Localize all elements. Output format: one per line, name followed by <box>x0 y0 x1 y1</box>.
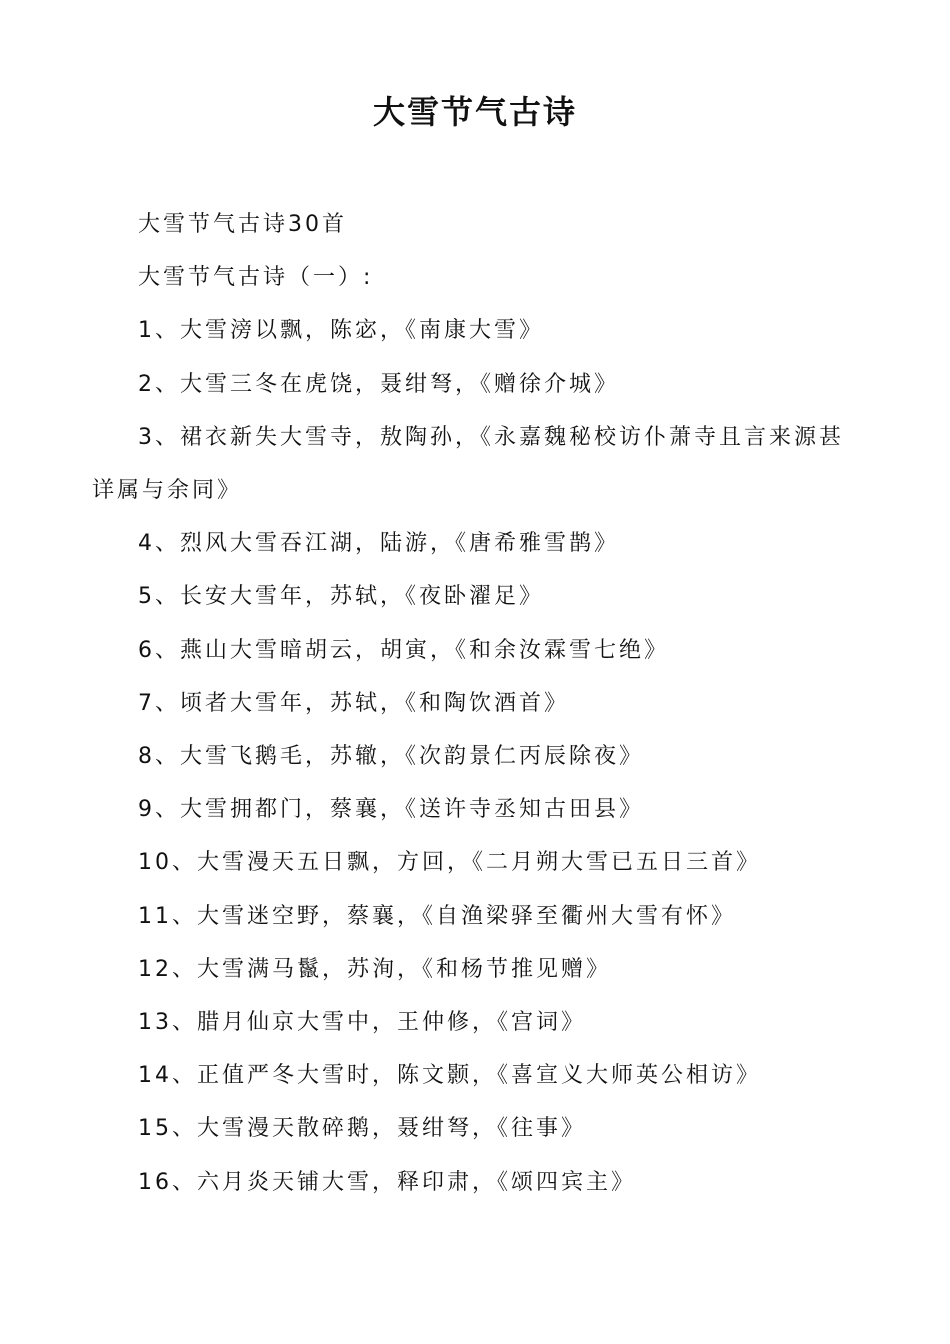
document-title: 大雪节气古诗 <box>372 93 577 131</box>
poem-line-11: 11、大雪迷空野，蔡襄，《自渔梁驿至衢州大雪有怀》 <box>138 903 736 929</box>
poem-line-5: 5、长安大雪年，苏轼，《夜卧濯足》 <box>138 584 544 610</box>
document-body <box>92 198 867 1209</box>
poem-line-1: 1、大雪滂以飘，陈宓，《南康大雪》 <box>138 318 544 344</box>
poem-line-13: 13、腊月仙京大雪中，王仲修，《宫词》 <box>138 1010 586 1036</box>
poem-line-2: 2、大雪三冬在虎饶，聂绀弩，《赠徐介城》 <box>138 371 619 397</box>
poem-line-3: 3、裙衣新失大雪寺，敖陶孙，《永嘉魏秘校访仆萧寺且言来源甚详属与余同》 <box>92 424 844 504</box>
poem-line-16: 16、六月炎天铺大雪，释印肃，《颂四宾主》 <box>138 1169 636 1195</box>
paragraph-subtitle: 大雪节气古诗30首 <box>138 212 347 237</box>
poem-line-14: 14、正值严冬大雪时，陈文颢，《喜宣义大师英公相访》 <box>138 1063 761 1089</box>
poem-line-7: 7、顷者大雪年，苏轼，《和陶饮酒首》 <box>138 690 569 716</box>
paragraph-section-heading: 大雪节气古诗（一）: <box>138 265 374 291</box>
poem-line-10: 10、大雪漫天五日飘，方回，《二月朔大雪已五日三首》 <box>138 850 761 876</box>
poem-line-15: 15、大雪漫天散碎鹅，聂绀弩，《往事》 <box>138 1116 586 1142</box>
poem-line-4: 4、烈风大雪吞江湖，陆游，《唐希雅雪鹊》 <box>138 531 619 557</box>
poem-line-6: 6、燕山大雪暗胡云，胡寅，《和余汝霖雪七绝》 <box>138 637 669 663</box>
poem-line-9: 9、大雪拥都门，蔡襄，《送许寺丞知古田县》 <box>138 797 644 823</box>
poem-line-12: 12、大雪满马鬣，苏洵，《和杨节推见赠》 <box>138 956 611 982</box>
poem-line-8: 8、大雪飞鹅毛，苏辙，《次韵景仁丙辰除夜》 <box>138 744 644 770</box>
